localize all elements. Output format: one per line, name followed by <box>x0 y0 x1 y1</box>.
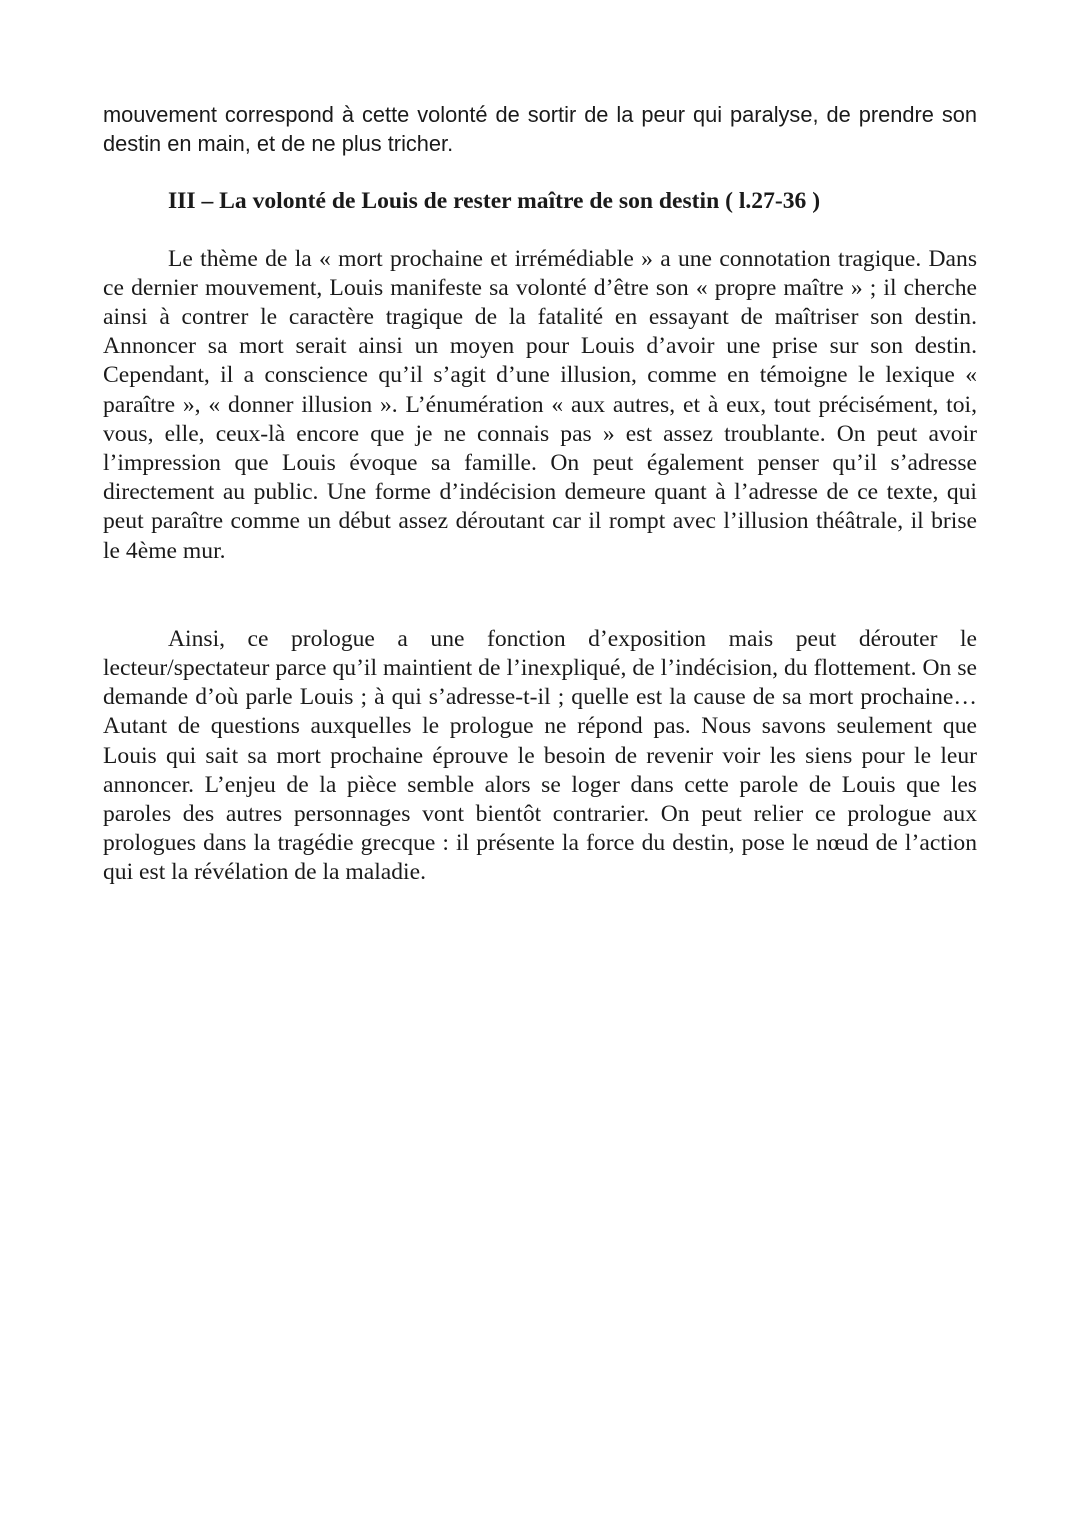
document-page <box>103 100 977 888</box>
section-paragraph: Le thème de la « mort prochaine et irrémédiable » a une connotation tragique. Dans ce dernier mouvement, Louis manifeste sa volonté d’être son « propre maître » ; il cherche ainsi à contrer le caractère tragique de la fatalité en essayant de maîtriser son destin. Annoncer sa mort serait ainsi un moyen pour Louis d’avoir une prise sur son destin. Cependant, il a conscience qu’il s’agit d’une illusion, comme en témoigne le lexique « paraître », « donner illusion ». L’énumération « aux autres, et à eux, tout précisément, toi, vous, elle, ceux-là encore que je ne connais pas » est assez troublante. On peut avoir l’impression que Louis évoque sa famille. On peut également penser qu’il s’adresse directement au public. Une forme d’indécision demeure quant à l’adresse de ce texte, qui peut paraître comme un début assez déroutant car il rompt avec l’illusion théâtrale, il brise le 4ème mur. <box>103 245 977 564</box>
intro-paragraph: mouvement correspond à cette volonté de sortir de la peur qui paralyse, de prendre son destin en main, et de ne plus tricher. <box>103 102 977 157</box>
section-heading: III – La volonté de Louis de rester maître de son destin ( l.27-36 ) <box>168 188 821 215</box>
conclusion-paragraph: Ainsi, ce prologue a une fonction d’exposition mais peut dérouter le lecteur/spectateur parce qu’il maintient de l’inexpliqué, de l’indécision, du flottement. On se demande d’où parle Louis ; à qui s’adresse-t-il ; quelle est la cause de sa mort prochaine… Autant de questions auxquelles le prologue ne répond pas. Nous savons seulement que Louis qui sait sa mort prochaine éprouve le besoin de revenir voir les siens pour le leur annoncer. L’enjeu de la pièce semble alors se loger dans cette parole de Louis que les paroles des autres personnages vont bientôt contrarier. On peut relier ce prologue aux prologues dans la tragédie grecque : il présente la force du destin, pose le nœud de l’action qui est la révélation de la maladie. <box>103 625 977 886</box>
